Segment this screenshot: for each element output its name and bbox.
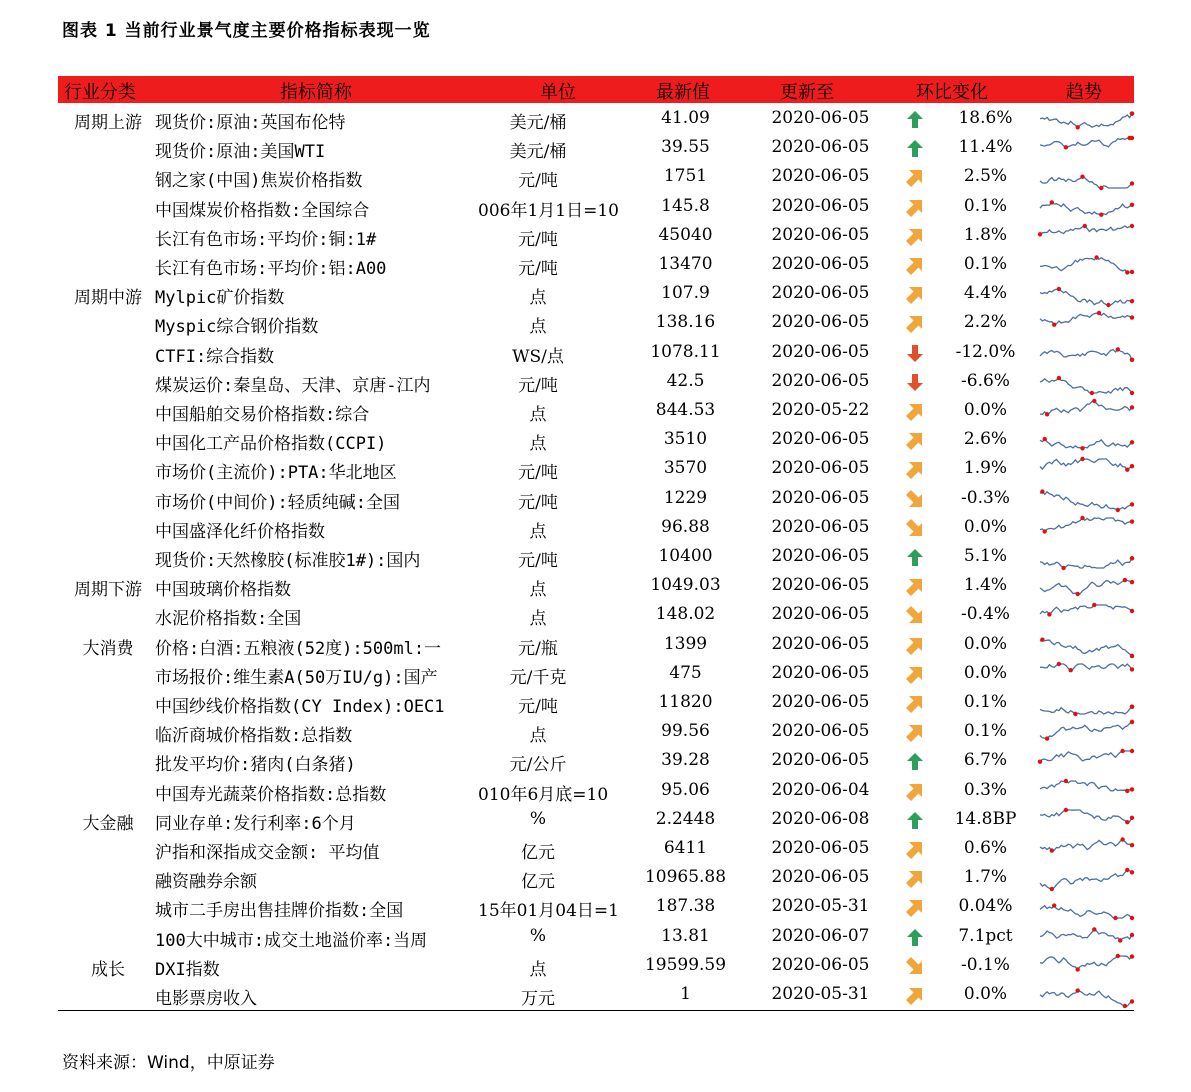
row-latest-value: 187.38 — [655, 896, 716, 917]
row-unit: 亿元 — [521, 843, 555, 863]
trend-sparkline — [1038, 953, 1134, 980]
row-updated-date: 2020-05-31 — [771, 984, 870, 1004]
row-latest-value: 1 — [680, 984, 691, 1004]
header-date: 更新至 — [780, 82, 834, 103]
row-indicator-name: 电影票房收入 — [155, 989, 257, 1009]
row-unit: 点 — [529, 288, 547, 309]
table-row — [58, 514, 1134, 543]
row-latest-value: 10400 — [658, 546, 713, 566]
row-unit: WS/点 — [512, 346, 564, 367]
table-row — [58, 397, 1134, 426]
trend-sparkline — [1038, 778, 1134, 805]
row-indicator-name: 中国盛泽化纤价格指数 — [155, 521, 325, 542]
row-unit: 元/吨 — [518, 492, 558, 513]
row-updated-date: 2020-06-05 — [771, 604, 870, 625]
table-row — [58, 543, 1134, 572]
row-indicator-name: 长江有色市场:平均价:铝:A00 — [155, 259, 387, 279]
row-updated-date: 2020-06-05 — [771, 838, 870, 858]
table-row — [58, 368, 1134, 397]
row-change: 2.6% — [963, 429, 1008, 450]
row-category: 周期上游 — [74, 113, 142, 133]
arrow-up-icon — [906, 752, 924, 771]
figure-title: 图表 1 当前行业景气度主要价格指标表现一览 — [62, 21, 431, 41]
row-category: 成长 — [91, 959, 125, 980]
table-row — [58, 193, 1134, 222]
arrow-up-right-icon — [906, 256, 924, 275]
row-change: 6.7% — [963, 750, 1008, 771]
row-change: 0.0% — [963, 400, 1008, 420]
row-change: 11.4% — [958, 137, 1013, 158]
row-latest-value: 1049.03 — [650, 575, 721, 596]
row-unit: 美元/桶 — [509, 113, 567, 133]
row-indicator-name: 现货价:原油:英国布伦特 — [155, 113, 346, 133]
row-unit: % — [529, 808, 547, 829]
row-change: 0.6% — [963, 838, 1008, 858]
row-indicator-name: 批发平均价:猪肉(白条猪) — [155, 755, 356, 776]
row-latest-value: 11820 — [658, 692, 713, 712]
row-indicator-name: 临沂商城价格指数:总指数 — [155, 726, 353, 747]
row-updated-date: 2020-06-07 — [771, 925, 870, 946]
row-latest-value: 145.8 — [661, 195, 710, 216]
row-updated-date: 2020-06-05 — [771, 283, 870, 304]
row-latest-value: 19599.59 — [644, 954, 727, 975]
row-indicator-name: 水泥价格指数:全国 — [155, 609, 302, 630]
trend-sparkline — [1038, 223, 1134, 250]
row-updated-date: 2020-06-05 — [771, 108, 870, 128]
row-updated-date: 2020-06-05 — [771, 224, 870, 245]
row-updated-date: 2020-06-05 — [771, 575, 870, 596]
trend-sparkline — [1038, 865, 1134, 892]
trend-sparkline — [1038, 602, 1134, 629]
table-row — [58, 777, 1134, 806]
source-note: 资料来源：Wind，中原证券 — [62, 1053, 275, 1073]
row-indicator-name: 中国寿光蔬菜价格指数:总指数 — [155, 784, 387, 805]
row-category: 周期中游 — [74, 288, 142, 309]
row-unit: 点 — [529, 959, 547, 980]
row-indicator-name: 中国玻璃价格指数 — [155, 580, 291, 601]
row-indicator-name: Mylpic矿价指数 — [155, 288, 285, 309]
row-indicator-name: DXI指数 — [155, 959, 220, 980]
table-row — [58, 426, 1134, 455]
trend-sparkline — [1038, 894, 1134, 921]
arrow-up-right-icon — [906, 986, 924, 1005]
row-latest-value: 148.02 — [655, 604, 716, 625]
row-latest-value: 6411 — [663, 838, 708, 858]
row-updated-date: 2020-06-05 — [771, 341, 870, 362]
row-updated-date: 2020-06-05 — [771, 954, 870, 975]
row-category: 周期下游 — [74, 580, 142, 601]
row-change: 5.1% — [963, 546, 1008, 566]
row-unit: 点 — [529, 405, 547, 425]
row-updated-date: 2020-06-08 — [771, 808, 870, 829]
row-unit: 元/公斤 — [509, 755, 567, 776]
trend-sparkline — [1038, 719, 1134, 746]
arrow-down-icon — [906, 344, 924, 363]
trend-sparkline — [1038, 456, 1134, 483]
row-change: 0.1% — [963, 195, 1008, 216]
row-unit: 元/吨 — [518, 551, 558, 571]
trend-sparkline — [1038, 398, 1134, 425]
row-indicator-name: 现货价:原油:美国WTI — [155, 142, 326, 163]
table-row — [58, 309, 1134, 338]
trend-sparkline — [1038, 661, 1134, 688]
row-unit: 元/瓶 — [518, 638, 558, 659]
arrow-down-right-icon — [906, 490, 924, 509]
table-header — [58, 76, 1134, 103]
table-row — [58, 806, 1134, 835]
header-value: 最新值 — [656, 82, 710, 103]
trend-sparkline — [1038, 515, 1134, 542]
arrow-up-right-icon — [906, 694, 924, 713]
row-indicator-name: 同业存单:发行利率:6个月 — [155, 813, 356, 834]
row-change: 0.04% — [958, 896, 1013, 917]
row-indicator-name: 钢之家(中国)焦炭价格指数 — [155, 171, 363, 192]
row-latest-value: 1229 — [663, 487, 708, 508]
row-unit: 元/吨 — [518, 375, 558, 396]
row-indicator-name: 市场价(中间价):轻质纯碱:全国 — [155, 492, 400, 513]
row-change: -0.1% — [961, 954, 1010, 975]
arrow-down-right-icon — [906, 519, 924, 538]
row-updated-date: 2020-06-05 — [771, 662, 870, 683]
table-row — [58, 747, 1134, 776]
table-row — [58, 923, 1134, 952]
arrow-up-right-icon — [906, 431, 924, 450]
row-unit: % — [529, 925, 547, 946]
arrow-up-icon — [906, 811, 924, 830]
row-unit: 点 — [529, 609, 547, 630]
row-unit: 元/吨 — [518, 697, 558, 717]
row-unit: 点 — [529, 726, 547, 747]
row-indicator-name: 中国化工产品价格指数(CCPI) — [155, 434, 387, 455]
row-latest-value: 138.16 — [655, 312, 716, 333]
trend-sparkline — [1038, 340, 1134, 367]
arrow-up-right-icon — [906, 227, 924, 246]
row-indicator-name: 城市二手房出售挂牌价指数:全国 — [155, 901, 404, 922]
trend-sparkline — [1038, 194, 1134, 221]
row-change: 0.0% — [963, 662, 1008, 683]
row-indicator-name: 价格:白酒:五粮液(52度):500ml:一 — [155, 638, 442, 659]
row-change: 0.3% — [963, 779, 1008, 800]
table-row — [58, 864, 1134, 893]
row-updated-date: 2020-06-04 — [771, 779, 870, 800]
table-bottom-rule — [58, 1010, 1134, 1011]
arrow-down-right-icon — [906, 957, 924, 976]
table-row — [58, 572, 1134, 601]
row-unit: 元/吨 — [518, 171, 558, 192]
row-unit: 元/吨 — [518, 259, 558, 279]
arrow-up-right-icon — [906, 285, 924, 304]
table-row — [58, 660, 1134, 689]
row-latest-value: 13.81 — [661, 925, 710, 946]
trend-sparkline — [1038, 252, 1134, 279]
header-change: 环比变化 — [916, 82, 988, 103]
header-category: 行业分类 — [64, 82, 136, 103]
arrow-up-right-icon — [906, 898, 924, 917]
row-unit: 美元/桶 — [509, 142, 567, 163]
row-indicator-name: Myspic综合钢价指数 — [155, 317, 319, 338]
table-row — [58, 718, 1134, 747]
trend-sparkline — [1038, 310, 1134, 337]
row-change: -6.6% — [961, 370, 1010, 391]
arrow-up-right-icon — [906, 840, 924, 859]
table-row — [58, 251, 1134, 280]
table-row — [58, 222, 1134, 251]
row-latest-value: 39.28 — [661, 750, 710, 771]
trend-sparkline — [1038, 369, 1134, 396]
row-updated-date: 2020-06-05 — [771, 195, 870, 216]
table-row — [58, 952, 1134, 981]
trend-sparkline — [1038, 573, 1134, 600]
arrow-up-right-icon — [906, 869, 924, 888]
table-row — [58, 134, 1134, 163]
row-unit: 点 — [529, 317, 547, 338]
row-change: 0.0% — [963, 516, 1008, 537]
table-row — [58, 631, 1134, 660]
row-change: 14.8BP — [954, 808, 1017, 829]
trend-sparkline — [1038, 807, 1134, 834]
row-latest-value: 13470 — [658, 254, 713, 274]
row-latest-value: 95.06 — [661, 779, 710, 800]
trend-sparkline — [1038, 748, 1134, 775]
arrow-up-icon — [906, 928, 924, 947]
row-latest-value: 3510 — [663, 429, 708, 450]
row-category: 大消费 — [82, 638, 134, 659]
row-updated-date: 2020-06-05 — [771, 312, 870, 333]
row-indicator-name: 长江有色市场:平均价:铜:1# — [155, 229, 377, 250]
row-latest-value: 1078.11 — [650, 341, 721, 362]
row-latest-value: 41.09 — [661, 108, 710, 128]
arrow-up-right-icon — [906, 198, 924, 217]
row-latest-value: 2.2448 — [655, 808, 716, 829]
trend-sparkline — [1038, 486, 1134, 513]
row-change: 2.5% — [963, 166, 1008, 187]
trend-sparkline — [1038, 164, 1134, 191]
row-updated-date: 2020-06-05 — [771, 750, 870, 771]
trend-sparkline — [1038, 632, 1134, 659]
row-indicator-name: 沪指和深指成交金额: 平均值 — [155, 843, 380, 863]
trend-sparkline — [1038, 106, 1134, 133]
row-unit: 万元 — [521, 989, 555, 1009]
row-unit: 点 — [529, 434, 547, 455]
row-indicator-name: 融资融券余额 — [155, 872, 257, 893]
table-row — [58, 163, 1134, 192]
row-updated-date: 2020-06-05 — [771, 721, 870, 742]
row-unit: 点 — [529, 580, 547, 601]
row-indicator-name: 市场价(主流价):PTA:华北地区 — [155, 463, 397, 484]
row-change: 0.1% — [963, 254, 1008, 274]
row-unit: 010年6月底=10 — [478, 784, 609, 805]
arrow-up-right-icon — [906, 782, 924, 801]
row-latest-value: 42.5 — [666, 370, 705, 391]
row-change: 0.0% — [963, 984, 1008, 1004]
row-latest-value: 96.88 — [661, 516, 710, 537]
row-change: 2.2% — [963, 312, 1008, 333]
table-row — [58, 835, 1134, 864]
row-updated-date: 2020-06-05 — [771, 166, 870, 187]
arrow-up-right-icon — [906, 636, 924, 655]
row-change: 1.7% — [963, 867, 1008, 888]
arrow-down-icon — [906, 373, 924, 392]
row-latest-value: 3570 — [663, 458, 708, 479]
row-change: 0.1% — [963, 721, 1008, 742]
trend-sparkline — [1038, 135, 1134, 162]
table-row — [58, 601, 1134, 630]
row-unit: 亿元 — [521, 872, 555, 893]
table-row — [58, 455, 1134, 484]
arrow-up-icon — [906, 110, 924, 129]
row-change: 18.6% — [958, 108, 1013, 128]
row-updated-date: 2020-05-31 — [771, 896, 870, 917]
arrow-up-icon — [906, 139, 924, 158]
row-latest-value: 1399 — [663, 633, 708, 654]
table-row — [58, 485, 1134, 514]
row-change: -12.0% — [955, 341, 1016, 362]
arrow-up-right-icon — [906, 577, 924, 596]
row-indicator-name: 市场报价:维生素A(50万IU/g):国产 — [155, 667, 438, 688]
row-change: 0.0% — [963, 633, 1008, 654]
row-updated-date: 2020-06-05 — [771, 516, 870, 537]
table-row — [58, 105, 1134, 134]
row-change: 1.4% — [963, 575, 1008, 596]
header-trend: 趋势 — [1066, 82, 1102, 103]
trend-sparkline — [1038, 836, 1134, 863]
row-updated-date: 2020-05-22 — [771, 400, 870, 420]
row-category: 大金融 — [82, 813, 134, 834]
trend-sparkline — [1038, 982, 1134, 1009]
row-latest-value: 844.53 — [655, 400, 716, 420]
row-change: 4.4% — [963, 283, 1008, 304]
row-indicator-name: CTFI:综合指数 — [155, 346, 275, 367]
arrow-up-right-icon — [906, 723, 924, 742]
row-unit: 元/吨 — [518, 463, 558, 484]
row-updated-date: 2020-06-05 — [771, 867, 870, 888]
table-row — [58, 339, 1134, 368]
row-change: 1.9% — [963, 458, 1008, 479]
header-name: 指标简称 — [280, 82, 352, 103]
row-updated-date: 2020-06-05 — [771, 370, 870, 391]
row-latest-value: 475 — [669, 662, 702, 683]
row-updated-date: 2020-06-05 — [771, 458, 870, 479]
row-unit: 点 — [529, 521, 547, 542]
header-unit: 单位 — [540, 82, 576, 103]
row-updated-date: 2020-06-05 — [771, 487, 870, 508]
arrow-up-right-icon — [906, 665, 924, 684]
table-row — [58, 280, 1134, 309]
trend-sparkline — [1038, 924, 1134, 951]
row-updated-date: 2020-06-05 — [771, 692, 870, 712]
row-indicator-name: 中国煤炭价格指数:全国综合 — [155, 200, 370, 221]
row-indicator-name: 现货价:天然橡胶(标准胶1#):国内 — [155, 551, 421, 571]
row-indicator-name: 100大中城市:成交土地溢价率:当周 — [155, 930, 428, 951]
row-indicator-name: 中国船舶交易价格指数:综合 — [155, 405, 370, 425]
trend-sparkline — [1038, 690, 1134, 717]
arrow-up-right-icon — [906, 402, 924, 421]
row-change: 0.1% — [963, 692, 1008, 712]
row-updated-date: 2020-06-05 — [771, 546, 870, 566]
arrow-up-right-icon — [906, 314, 924, 333]
table-row — [58, 689, 1134, 718]
trend-sparkline — [1038, 544, 1134, 571]
arrow-up-icon — [906, 548, 924, 567]
row-updated-date: 2020-06-05 — [771, 137, 870, 158]
row-unit: 元/吨 — [518, 229, 558, 250]
row-updated-date: 2020-06-05 — [771, 633, 870, 654]
trend-sparkline — [1038, 427, 1134, 454]
row-unit: 006年1月1日=10 — [478, 200, 619, 221]
table-row — [58, 893, 1134, 922]
row-latest-value: 39.55 — [661, 137, 710, 158]
row-latest-value: 107.9 — [661, 283, 710, 304]
row-change: 7.1pct — [958, 925, 1013, 946]
row-change: -0.4% — [961, 604, 1010, 625]
row-unit: 15年01月04日=1 — [478, 901, 619, 922]
row-indicator-name: 煤炭运价:秦皇岛、天津、京唐-江内 — [155, 375, 431, 396]
row-latest-value: 10965.88 — [644, 867, 727, 888]
table-row — [58, 981, 1134, 1010]
row-unit: 元/千克 — [509, 667, 567, 688]
trend-sparkline — [1038, 281, 1134, 308]
row-latest-value: 45040 — [658, 224, 713, 245]
row-latest-value: 99.56 — [661, 721, 710, 742]
row-indicator-name: 中国纱线价格指数(CY Index):OEC1 — [155, 697, 445, 717]
arrow-down-right-icon — [906, 606, 924, 625]
arrow-up-right-icon — [906, 168, 924, 187]
row-updated-date: 2020-06-05 — [771, 254, 870, 274]
row-updated-date: 2020-06-05 — [771, 429, 870, 450]
row-change: -0.3% — [961, 487, 1010, 508]
row-latest-value: 1751 — [663, 166, 708, 187]
row-change: 1.8% — [963, 224, 1008, 245]
arrow-up-right-icon — [906, 460, 924, 479]
